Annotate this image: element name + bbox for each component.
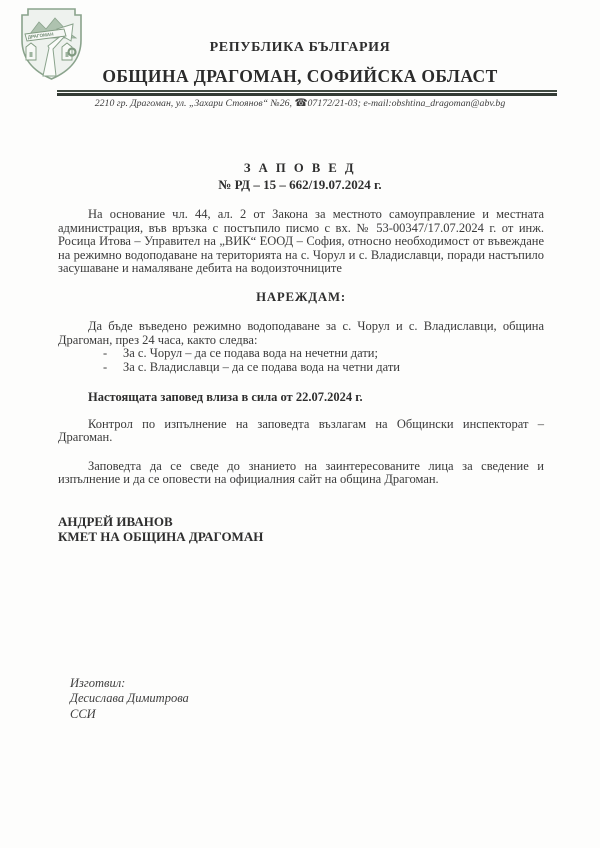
header-email: e-mail:obshtina_dragoman@abv.bg	[363, 98, 506, 109]
emblem-town-name: ДРАГОМАН	[27, 31, 54, 40]
order-items-list	[58, 347, 544, 374]
list-item-text: За с. Владиславци – да се подава вода на четни дати	[123, 359, 400, 374]
order-effective-date-line: Настоящата заповед влиза в сила от 22.07.2024 г.	[88, 390, 363, 404]
signatory-name: АНДРЕЙ ИВАНОВ	[58, 513, 173, 529]
header-address: 2210 гр. Драгоман, ул. „Захари Стоянов“ №26,	[94, 98, 292, 109]
dragoman-coat-of-arms-icon	[20, 7, 83, 81]
prepared-role: ССИ	[70, 706, 96, 721]
order-number: № РД – 15 – 662/19.07.2024 г.	[218, 177, 382, 192]
phone-icon: ☎	[294, 98, 308, 109]
order-command-heading: НАРЕЖДАМ:	[256, 289, 346, 304]
list-item	[103, 347, 544, 361]
order-title: З А П О В Е Д	[243, 161, 357, 175]
list-item-marker: -	[103, 359, 108, 374]
header-divider-rule	[57, 90, 557, 96]
list-item-marker: -	[103, 346, 108, 360]
prepared-name: Десислава Димитрова	[70, 691, 189, 706]
order-command-intro: Да бъде въведено режимно водоподаване за с. Чорул и с. Владиславци, община Драгоман, през 24 часа, както следва:	[58, 319, 544, 347]
header-contact-line	[0, 98, 600, 110]
signatory-position: КМЕТ НА ОБЩИНА ДРАГОМАН	[58, 529, 264, 545]
header-municipality-title: ОБЩИНА ДРАГОМАН, СОФИЙСКА ОБЛАСТ	[102, 66, 498, 86]
header-phone: 07172/21-03;	[307, 98, 361, 109]
list-item	[103, 361, 544, 375]
order-publication-paragraph: Заповедта да се сведе до знанието на заинтересованите лица за сведение и изпълнение и да се оповести на официалния сайт на община Драгоман.	[58, 458, 544, 486]
header-country-title: РЕПУБЛИКА БЪЛГАРИЯ	[209, 40, 391, 55]
list-item-text: За с. Чорул – да се подава вода на нечетни дати;	[123, 346, 378, 360]
prepared-by-block	[70, 676, 189, 722]
order-body	[58, 208, 544, 487]
order-basis-paragraph: На основание чл. 44, ал. 2 от Закона за местното самоуправление и местната администрация, във връзка с постъпило писмо с вх. № 53-00347/17.07.2024 г. от инж. Росица Итова – Управител на „ВИК“ ЕООД – София, относно необходимост от въвеждане на режимно водоподаване на територията на с. Чорул и с. Владиславци, поради настъпило засушаване и намаляване дебита на водоизточниците	[58, 207, 544, 275]
prepared-label: Изготвил:	[70, 676, 126, 690]
signature-block	[58, 514, 544, 546]
order-control-paragraph: Контрол по изпълнение на заповедта възлагам на Общински инспекторат – Драгоман.	[58, 416, 544, 444]
